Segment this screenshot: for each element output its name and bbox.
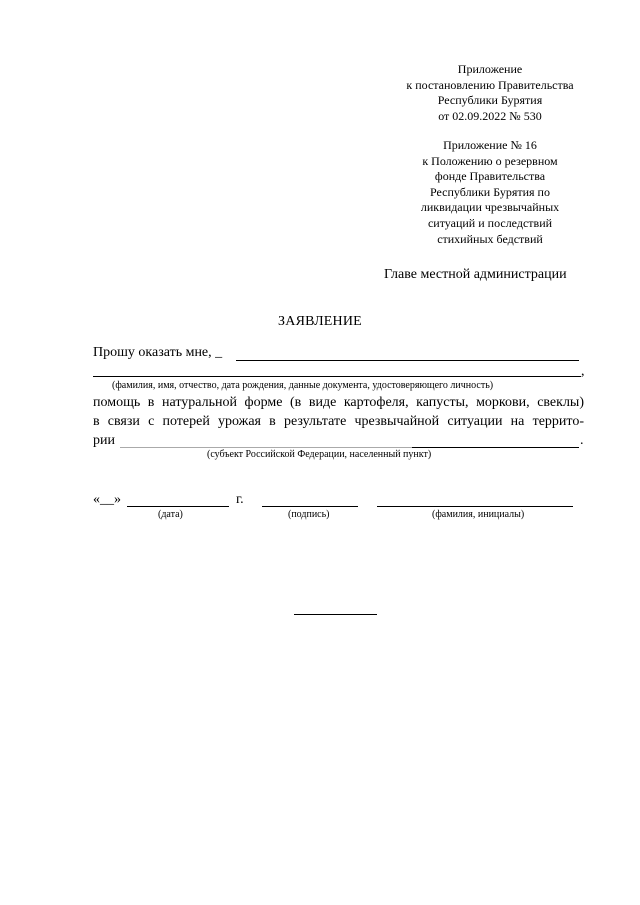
applicant-details-hint: (фамилия, имя, отчество, дата рождения, данные документа, удостоверяющего личность) [112,380,494,391]
document-title: ЗАЯВЛЕНИЕ [278,314,362,329]
appendix-main [380,62,600,124]
date-day-field[interactable]: «__» [93,492,121,507]
appendix-sub-line: Приложение № 16 [443,138,537,152]
year-suffix: г. [236,492,244,507]
appendix-sub-line: к Положению о резервном [422,153,558,168]
period: . [580,433,584,448]
region-hint: (субъект Российской Федерации, населенный пункт) [207,449,432,460]
appendix-sub-line: фонде Правительства [434,169,546,184]
signature-hint: (подпись) [288,509,330,520]
request-text-line: в связи с потерей урожая в результате чрезвычайной ситуации на террито- [93,414,584,429]
request-text-line: рии [93,433,115,448]
region-field[interactable] [412,447,579,448]
region-field-thin[interactable] [120,447,412,448]
applicant-name-field[interactable] [236,360,579,361]
name-initials-field[interactable] [377,506,573,507]
appendix-sub-line: стихийных бедствий [437,231,543,246]
appendix-sub-line: Республики Бурятия по [430,184,550,199]
appendix-main-line: к постановлению Правительства [406,77,574,92]
appendix-sub-line: ситуаций и последствий [427,215,553,230]
appendix-sub [380,138,600,247]
appendix-main-line: от 02.09.2022 № 530 [438,108,542,123]
applicant-details-field[interactable] [93,376,581,377]
addressee: Главе местной администрации [384,267,567,282]
request-text-line: помощь в натуральной форме (в виде картофеля, капусты, моркови, свеклы) [93,395,584,410]
date-hint: (дата) [158,509,183,520]
signature-field[interactable] [262,506,358,507]
name-initials-hint: (фамилия, инициалы) [432,509,525,520]
comma: , [581,364,585,379]
closing-divider [294,614,377,615]
appendix-sub-line: ликвидации чрезвычайных [420,200,560,215]
appendix-main-line: Республики Бурятия [437,93,543,108]
appendix-main-line: Приложение [457,62,523,76]
date-month-field[interactable] [127,506,229,507]
request-intro: Прошу оказать мне, _ [93,345,223,360]
